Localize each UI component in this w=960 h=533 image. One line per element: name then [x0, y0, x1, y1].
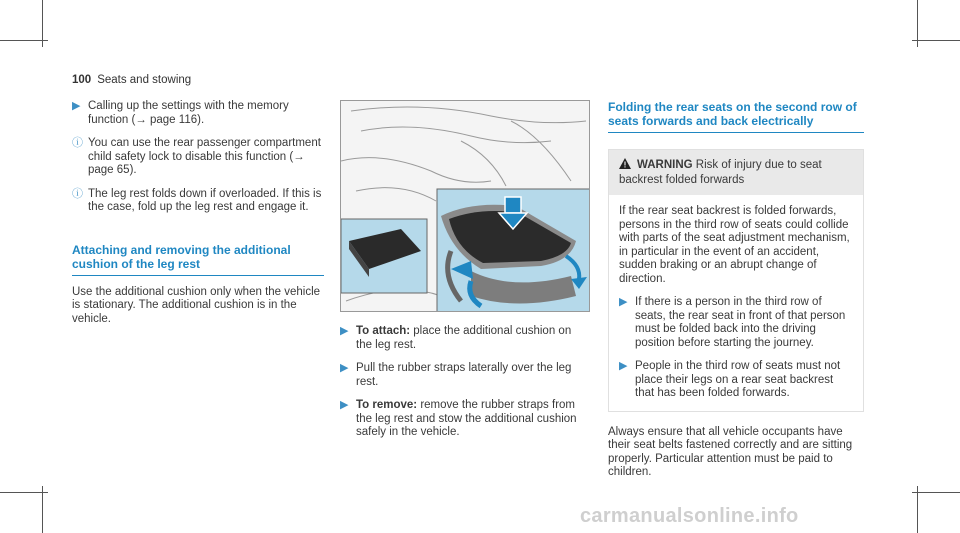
- warning-triangle-icon: [619, 158, 631, 174]
- crop-mark: [912, 40, 960, 41]
- seat-illustration-svg: [341, 101, 590, 312]
- warning-title: Risk of injury due to seat backrest folded forwards: [619, 159, 822, 186]
- warning-body: If the rear seat backrest is folded forwards, persons in the third row of seats could collide with parts of the seat adjustment mechanism, in particular in the event of an accident, sudden braking or an abrupt change of direction. ▶ If there is a person in the third row of seats, the rear seat in front of that person must be folded back into the driving position before starting the journey. ▶ People in the third row of seats must not place their legs on a rear seat backrest that has been folded forwards.: [609, 195, 863, 411]
- arrow-bullet-icon: ▶: [340, 362, 349, 374]
- info-icon: ⓘ: [72, 187, 83, 200]
- arrow-bullet-icon: ▶: [340, 399, 349, 411]
- column-right: [608, 100, 864, 490]
- crop-mark: [0, 40, 48, 41]
- instruction-step: ▶ If there is a person in the third row of seats, the rear seat in front of that person must be folded back into the driving position before starting the journey.: [619, 296, 846, 349]
- arrow-bullet-icon: ▶: [72, 100, 81, 112]
- section-heading: Folding the rear seats on the second row of seats forwards and back electrically: [608, 100, 864, 133]
- instruction-step: ▶ People in the third row of seats must not place their legs on a rear seat backrest that has been folded forwards.: [619, 360, 841, 399]
- body-paragraph: Use the additional cushion only when the vehicle is stationary. The additional cushion is in the vehicle.: [72, 285, 321, 325]
- warning-box: [608, 149, 864, 412]
- warning-header: [609, 150, 863, 195]
- arrow-bullet-icon: ▶: [619, 360, 628, 372]
- watermark: carmanualsonline.info: [580, 505, 799, 527]
- info-note: ⓘ You can use the rear passenger compartment child safety lock to disable this function (→ page 65).: [72, 137, 321, 176]
- warning-label: WARNING: [637, 159, 693, 171]
- section-heading: Attaching and removing the additional cushion of the leg rest: [72, 243, 324, 276]
- page-number: 100: [72, 74, 92, 86]
- info-note: ⓘ The leg rest folds down if overloaded. If this is the case, fold up the leg rest and engage it.: [72, 187, 322, 213]
- arrow-bullet-icon: ▶: [619, 296, 628, 308]
- section-title: Seats and stowing: [97, 74, 192, 86]
- instruction-step: ▶ To remove: remove the rubber straps from the leg rest and stow the additional cushion safely in the vehicle.: [340, 399, 577, 438]
- seat-illustration: [340, 100, 590, 312]
- crop-mark: [917, 486, 918, 533]
- instruction-step: ▶ Calling up the settings with the memory function (→ page 116).: [72, 100, 289, 126]
- body-paragraph: Always ensure that all vehicle occupants have their seat belts fastened correctly and are sitting properly. Particular attention must be paid to children.: [608, 425, 853, 478]
- column-middle: [340, 325, 590, 450]
- page-header: [72, 74, 191, 86]
- info-icon: ⓘ: [72, 137, 83, 149]
- instruction-step: ▶ To attach: place the additional cushion on the leg rest.: [340, 325, 572, 351]
- instruction-step: ▶ Pull the rubber straps laterally over the leg rest.: [340, 362, 572, 388]
- column-left: [72, 100, 324, 336]
- arrow-bullet-icon: ▶: [340, 325, 349, 337]
- crop-mark: [0, 492, 48, 493]
- crop-mark: [912, 492, 960, 493]
- crop-mark: [42, 486, 43, 533]
